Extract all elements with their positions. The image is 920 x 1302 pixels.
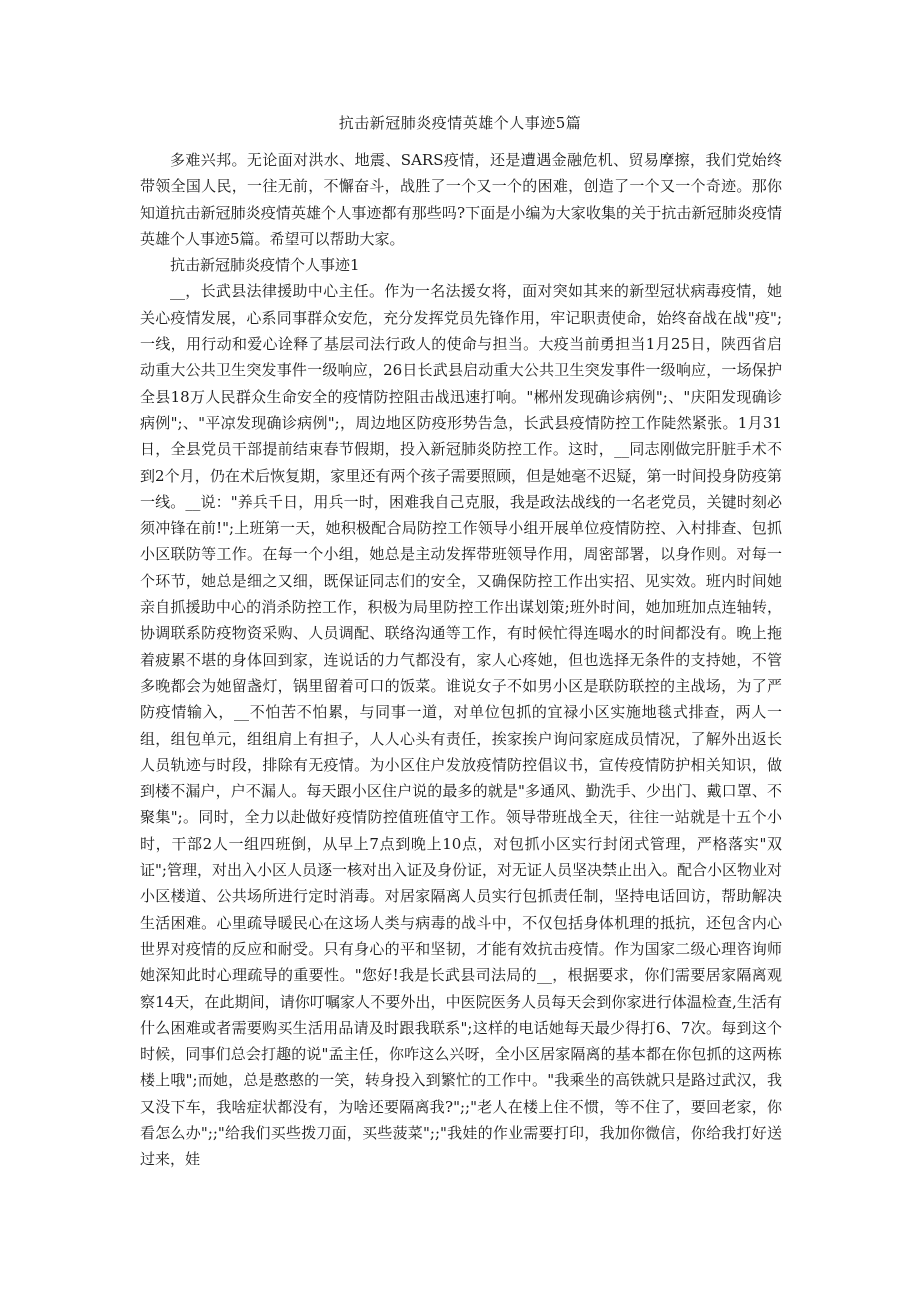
document-body (140, 147, 782, 1173)
body-paragraph: __，长武县法律援助中心主任。作为一名法援女将，面对突如其来的新型冠状病毒疫情，她关心疫情发展，心系同事群众安危，充分发挥党员先锋作用，牢记职责使命，始终奋战在战"疫";一线，用行动和爱心诠释了基层司法行政人的使命与担当。大疫当前勇担当1月25日，陕西省启动重大公共卫生突发事件一级响应，26日长武县启动重大公共卫生突发事件一级响应，一场保护全县18万人民群众生命安全的疫情防控阻击战迅速打响。"郴州发现确诊病例";、"庆阳发现确诊病例";、"平凉发现确诊病例";，周边地区防疫形势告急，长武县疫情防控工作陡然紧张。1月31日，全县党员干部提前结束春节假期，投入新冠肺炎防控工作。这时，__同志刚做完肝脏手术不到2个月，仍在术后恢复期，家里还有两个孩子需要照顾，但是她毫不迟疑，第一时间投身防疫第一线。__说："养兵千日，用兵一时，困难我自己克服，我是政法战线的一名老党员，关键时刻必须冲锋在前!";上班第一天，她积极配合局防控工作领导小组开展单位疫情防控、入村排查、包抓小区联防等工作。在每一个小组，她总是主动发挥带班领导作用，周密部署，以身作则。对每一个环节，她总是细之又细，既保证同志们的安全，又确保防控工作出实招、见实效。班内时间她亲自抓援助中心的消杀防控工作，积极为局里防控工作出谋划策;班外时间，她加班加点连轴转，协调联系防疫物资采购、人员调配、联络沟通等工作，有时候忙得连喝水的时间都没有。晚上拖着疲累不堪的身体回到家，连说话的力气都没有，家人心疼她，但也选择无条件的支持她，不管多晚都会为她留盏灯，锅里留着可口的饭菜。谁说女子不如男小区是联防联控的主战场，为了严防疫情输入，__不怕苦不怕累，与同事一道，对单位包抓的宜禄小区实施地毯式排查，两人一组，组包单元，组组肩上有担子，人人心头有责任，挨家挨户询问家庭成员情况，了解外出返长人员轨迹与时段，排除有无疫情。为小区住户发放疫情防控倡议书，宣传疫情防护相关知识，做到楼不漏户，户不漏人。每天跟小区住户说的最多的就是"多通风、勤洗手、少出门、戴口罩、不聚集";。同时，全力以赴做好疫情防控值班值守工作。领导带班战全天，往往一站就是十五个小时，干部2人一组四班倒，从早上7点到晚上10点，对包抓小区实行封闭式管理，严格落实"双证";管理，对出入小区人员逐一核对出入证及身份证，对无证人员坚决禁止出入。配合小区物业对小区楼道、公共场所进行定时消毒。对居家隔离人员实行包抓责任制，坚持电话回访，帮助解决生活困难。心里疏导暖民心在这场人类与病毒的战斗中，不仅包括身体机理的抵抗，还包含内心世界对疫情的反应和耐受。只有身心的平和坚韧，才能有效抗击疫情。作为国家二级心理咨询师她深知此时心理疏导的重要性。"您好!我是长武县司法局的__，根据要求，你们需要居家隔离观察14天，在此期间，请你叮嘱家人不要外出，中医院医务人员每天会到你家进行体温检查,生活有什么困难或者需要购买生活用品请及时跟我联系";这样的电话她每天最少得打6、7次。每到这个时候，同事们总会打趣的说"孟主任，你咋这么兴呀，全小区居家隔离的基本都在你包抓的这两栋楼上哦";而她，总是憨憨的一笑，转身投入到繁忙的工作中。"我乘坐的高铁就只是路过武汉，我又没下车，我啥症状都没有，为啥还要隔离我?";;"老人在楼上住不惯，等不住了，要回老家，你看怎么办";;"给我们买些拨刀面，买些菠菜";;"我娃的作业需要打印，我加你微信，你给我打好送过来，娃 (140, 282, 782, 1169)
section-heading: 抗击新冠肺炎疫情个人事迹1 (170, 256, 360, 275)
document-title: 抗击新冠肺炎疫情英雄个人事迹5篇 (338, 114, 582, 132)
intro-paragraph: 多难兴邦。无论面对洪水、地震、SARS疫情，还是遭遇金融危机、贸易摩擦，我们党始终带领全国人民，一往无前，不懈奋斗，战胜了一个又一个的困难，创造了一个又一个奇迹。那你知道抗击新冠肺炎疫情英雄个人事迹都有那些吗?下面是小编为大家收集的关于抗击新冠肺炎疫情英雄个人事迹5篇。希望可以帮助大家。 (140, 151, 782, 248)
